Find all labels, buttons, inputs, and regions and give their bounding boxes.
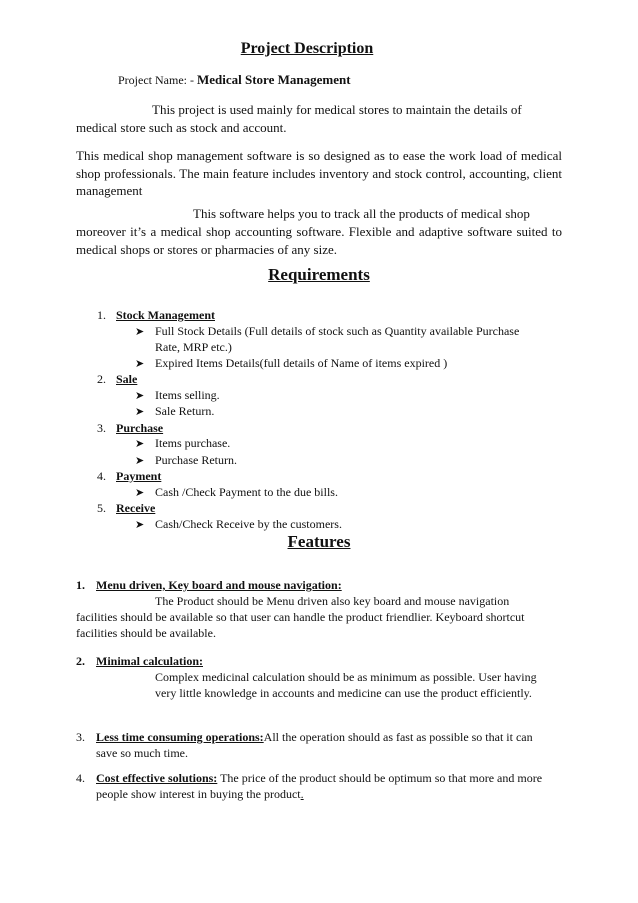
feature-text-rest: facilities should be available so that user can handle the product friendlier. Keyboard shortcut facilities should be available. <box>76 610 525 640</box>
feature-number: 2. <box>76 654 85 668</box>
requirement-sub: ➤ Items selling. <box>97 388 567 405</box>
arrow-bullet-icon: ➤ <box>135 406 145 418</box>
requirement-number: 5. <box>97 501 106 515</box>
feature-number: 3. <box>76 730 85 744</box>
intro-para2: This medical shop management software is so designed as to ease the work load of medical shop professionals. The main feature includes inventory and stock control, accounting, client management <box>76 148 562 198</box>
arrow-bullet-icon: ➤ <box>135 357 145 370</box>
requirement-number: 2. <box>97 372 106 386</box>
feature-label: Less time consuming operations: <box>96 730 264 744</box>
requirement-number: 4. <box>97 469 106 483</box>
feature-item-4 <box>76 771 556 802</box>
feature-item-1 <box>76 578 342 594</box>
feature-text: Complex medicinal calculation should be as minimum as possible. User having very little knowledge in accounts and medicine can use the product efficiently. <box>155 670 537 700</box>
feature-label: Minimal calculation: <box>96 654 203 668</box>
requirement-sub: ➤ Expired Items Details(full details of Name of items expired ) <box>97 356 567 373</box>
feature-text: All the operation should as fast as possible so that it can save so much time. <box>96 730 533 760</box>
requirement-label: Receive <box>116 501 156 515</box>
feature-number: 4. <box>76 771 85 785</box>
features-heading: Features <box>287 532 351 551</box>
arrow-bullet-icon: ➤ <box>135 486 145 499</box>
requirements-list <box>97 308 567 533</box>
feature-text-line1: The Product should be Menu driven also key board and mouse navigation <box>155 594 510 608</box>
project-name-label: Project Name: - <box>118 73 197 87</box>
feature-label: Cost effective solutions: <box>96 771 218 785</box>
requirement-sub: ➤ Cash /Check Payment to the due bills. <box>97 485 567 502</box>
project-name-line <box>118 72 351 88</box>
feature-item-2 <box>76 654 203 670</box>
arrow-bullet-icon: ➤ <box>135 325 145 338</box>
arrow-bullet-icon: ➤ <box>135 454 145 467</box>
requirement-sub: ➤ Full Stock Details (Full details of stock such as Quantity available Purchase <box>97 324 567 341</box>
requirement-item <box>97 372 567 388</box>
arrow-bullet-icon: ➤ <box>135 438 145 450</box>
requirement-sub: ➤ Sale Return. <box>97 404 567 421</box>
requirement-label: Sale <box>116 372 138 386</box>
arrow-bullet-icon: ➤ <box>135 518 145 531</box>
intro-para1-line1: This project is used mainly for medical stores to maintain the details of <box>152 102 522 117</box>
feature-number: 1. <box>76 578 85 592</box>
requirement-sub: ➤ Items purchase. <box>97 436 567 453</box>
feature-label: Menu driven, Key board and mouse navigation: <box>96 578 342 592</box>
intro-para1-line2: medical store such as stock and account. <box>76 120 287 135</box>
requirement-sub: ➤ Cash/Check Receive by the customers. <box>97 517 567 534</box>
requirements-heading: Requirements <box>268 265 370 284</box>
requirement-number: 1. <box>97 308 106 322</box>
arrow-bullet-icon: ➤ <box>135 389 145 402</box>
requirement-label: Purchase <box>116 420 164 435</box>
requirement-item <box>97 308 567 324</box>
requirement-number: 3. <box>97 420 106 435</box>
feature-text: The price of the product should be optimum so that more and more people show interest in buying the product <box>96 771 543 801</box>
page-title: Project Description <box>240 40 374 57</box>
intro-para3-rest: moreover it’s a medical shop accounting software. Flexible and adaptive software suited to medical shops or stores or pharmacies of any size. <box>76 224 562 257</box>
requirement-sub-cont: Rate, MRP etc.) <box>155 340 232 354</box>
requirement-sub: ➤ Purchase Return. <box>97 453 567 470</box>
requirement-item <box>97 469 567 485</box>
requirement-item <box>97 501 567 517</box>
project-name-value: Medical Store Management <box>196 72 351 87</box>
requirement-label: Payment <box>116 469 162 483</box>
requirement-label: Stock Management <box>116 308 215 322</box>
requirement-item <box>97 421 567 437</box>
feature-item-3 <box>76 730 556 761</box>
feature-text-end: . <box>300 786 304 801</box>
intro-para3-line1: This software helps you to track all the products of medical shop <box>193 206 530 221</box>
